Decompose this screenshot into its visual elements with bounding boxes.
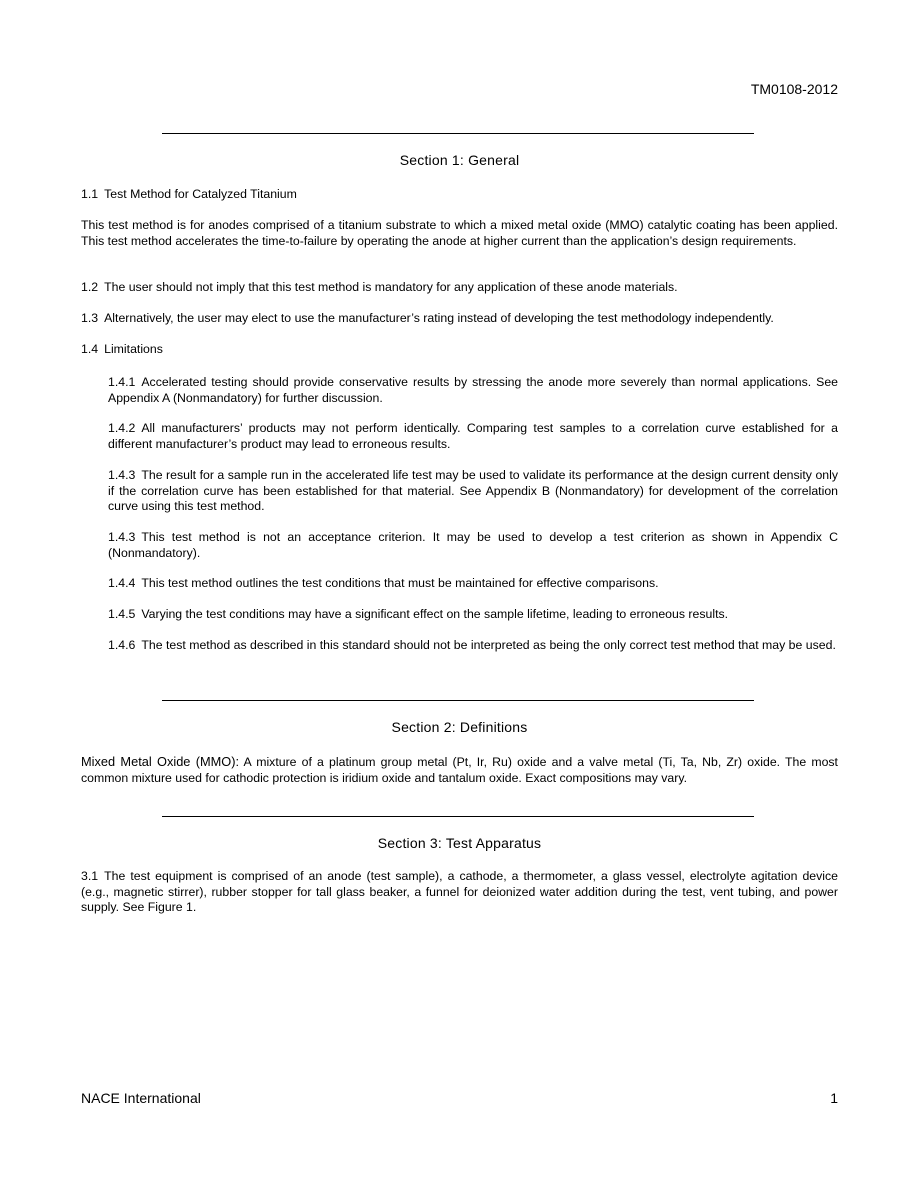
clause-number: 1.3 — [81, 311, 99, 325]
paragraph-1-4-4 — [108, 576, 838, 592]
clause-number: 3.1 — [81, 869, 99, 883]
document-page — [81, 0, 838, 1188]
clause-number: 1.4.3 — [108, 530, 136, 544]
intro-paragraph: This test method is for anodes comprised of a titanium substrate to which a mixed metal oxide (MMO) catalytic coating has been applied. This test method accelerates the time-to-failure by operating the anode at higher current than the application’s design requirements. — [81, 218, 838, 248]
clause-number: 1.2 — [81, 280, 99, 294]
paragraph-3-1 — [81, 869, 838, 916]
clause-text: Test Method for Catalyzed Titanium — [104, 187, 297, 201]
section-divider — [162, 816, 754, 817]
page-number: 1 — [830, 1090, 838, 1106]
paragraph-1-4-2 — [108, 421, 838, 452]
paragraph-1-4-6 — [108, 638, 838, 654]
clause-text: Varying the test conditions may have a significant effect on the sample lifetime, leading to erroneous results. — [141, 607, 729, 621]
clause-number: 1.4.5 — [108, 607, 136, 621]
clause-number: 1.4.1 — [108, 375, 136, 389]
clause-number: 1.4.6 — [108, 638, 136, 652]
section-divider — [162, 133, 754, 134]
clause-text: Alternatively, the user may elect to use the manufacturer’s rating instead of developing the test methodology independently. — [104, 311, 774, 325]
paragraph-1-4-3-a — [108, 468, 838, 515]
paragraph-1-1 — [81, 187, 838, 203]
clause-number: 1.4 — [81, 342, 99, 356]
clause-number: 1.1 — [81, 187, 99, 201]
clause-text: This test method is not an acceptance criterion. It may be used to develop a test criterion as shown in Appendix C (Nonmandatory). — [108, 530, 838, 560]
paragraph-1-4-5 — [108, 607, 838, 623]
paragraph-1-4-3-b — [108, 530, 838, 561]
clause-text: Limitations — [104, 342, 163, 356]
clause-number: 1.4.2 — [108, 421, 136, 435]
section-1-title: Section 1: General — [399, 152, 520, 168]
clause-text: The user should not imply that this test method is mandatory for any application of these anode materials. — [104, 280, 678, 294]
paragraph-1-4-1 — [108, 375, 838, 406]
paragraph-1-3 — [81, 311, 838, 327]
clause-text: The test equipment is comprised of an anode (test sample), a cathode, a thermometer, a glass vessel, electrolyte agitation device (e.g., magnetic stirrer), rubber stopper for tall glass beaker, a funnel for deionized water addition during the test, vent tubing, and power supply. See Figure 1. — [81, 869, 838, 915]
section-divider — [162, 700, 754, 701]
document-id: TM0108-2012 — [750, 81, 838, 97]
paragraph-1-4 — [81, 342, 838, 358]
clause-text: This test method outlines the test conditions that must be maintained for effective comparisons. — [141, 576, 659, 590]
definition-term: Mixed Metal Oxide (MMO): — [81, 754, 240, 769]
definition-paragraph — [81, 754, 838, 786]
clause-text: The result for a sample run in the accelerated life test may be used to validate its performance at the design current density only if the correlation curve has been established for that material. See Appendix B (Nonmandatory) for development of the correlation curve using this test method. — [108, 468, 838, 514]
section-2-title: Section 2: Definitions — [391, 719, 528, 735]
section-3-title: Section 3: Test Apparatus — [377, 835, 542, 851]
clause-number: 1.4.4 — [108, 576, 136, 590]
clause-text: All manufacturers’ products may not perform identically. Comparing test samples to a correlation curve established for a different manufacturer’s product may lead to erroneous results. — [108, 421, 838, 451]
definition-text: A mixture of a platinum group metal (Pt, Ir, Ru) oxide and a valve metal (Ti, Ta, Nb, Zr) oxide. The most common mixture used for cathodic protection is iridium oxide and tantalum oxide. Exact compositions may vary. — [81, 755, 838, 785]
clause-number: 1.4.3 — [108, 468, 136, 482]
footer-organization: NACE International — [81, 1090, 201, 1106]
clause-text: The test method as described in this standard should not be interpreted as being the only correct test method that may be used. — [141, 638, 836, 652]
clause-text: Accelerated testing should provide conservative results by stressing the anode more severely than normal applications. See Appendix A (Nonmandatory) for further discussion. — [108, 375, 838, 405]
paragraph-1-2 — [81, 280, 838, 296]
